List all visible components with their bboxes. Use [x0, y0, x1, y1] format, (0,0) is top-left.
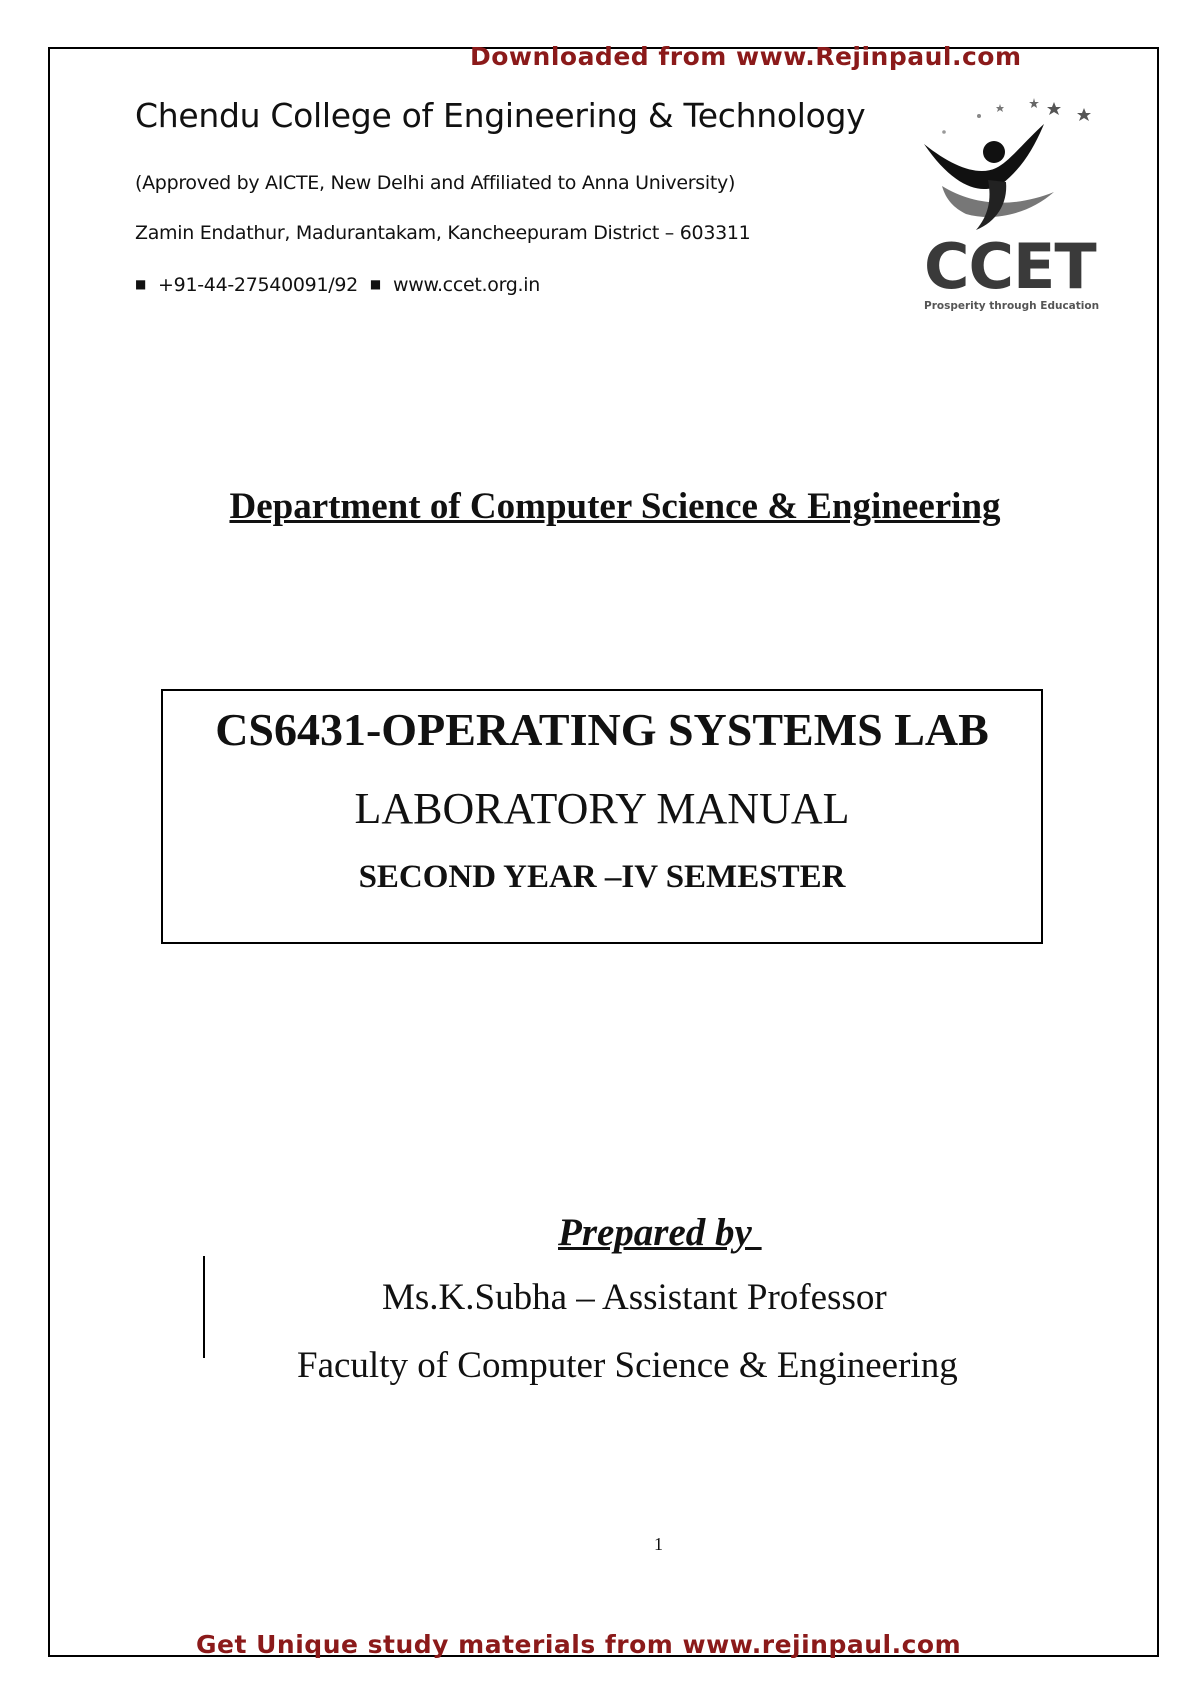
college-approval: (Approved by AICTE, New Delhi and Affiliated to Anna University)	[135, 172, 736, 194]
author-name: Ms.K.Subha – Assistant Professor	[382, 1277, 887, 1318]
logo-text: CCET	[924, 230, 1096, 303]
college-address: Zamin Endathur, Madurantakam, Kancheepuram District – 603311	[135, 222, 751, 244]
college-phone: +91-44-27540091/92	[158, 274, 358, 296]
logo-tagline: Prosperity through Education	[924, 300, 1100, 312]
margin-bar	[203, 1256, 205, 1358]
college-contact	[135, 274, 540, 296]
title-box	[161, 689, 1043, 944]
bullet-icon: ■	[369, 277, 381, 291]
watermark-bottom: Get Unique study materials from www.rejinpaul.com	[196, 1630, 962, 1659]
manual-title: LABORATORY MANUAL	[354, 784, 850, 833]
page-number: 1	[654, 1534, 663, 1554]
college-website: www.ccet.org.in	[392, 274, 540, 296]
college-name: Chendu College of Engineering & Technology	[135, 96, 866, 135]
year-semester: SECOND YEAR –IV SEMESTER	[358, 859, 846, 895]
bullet-icon: ■	[135, 277, 147, 291]
department-title: Department of Computer Science & Engineering	[229, 486, 1001, 527]
course-title: CS6431-OPERATING SYSTEMS LAB	[215, 704, 989, 755]
watermark-top: Downloaded from www.Rejinpaul.com	[470, 42, 1022, 71]
prepared-by-heading: Prepared by	[558, 1211, 762, 1254]
author-faculty: Faculty of Computer Science & Engineering	[297, 1345, 958, 1386]
